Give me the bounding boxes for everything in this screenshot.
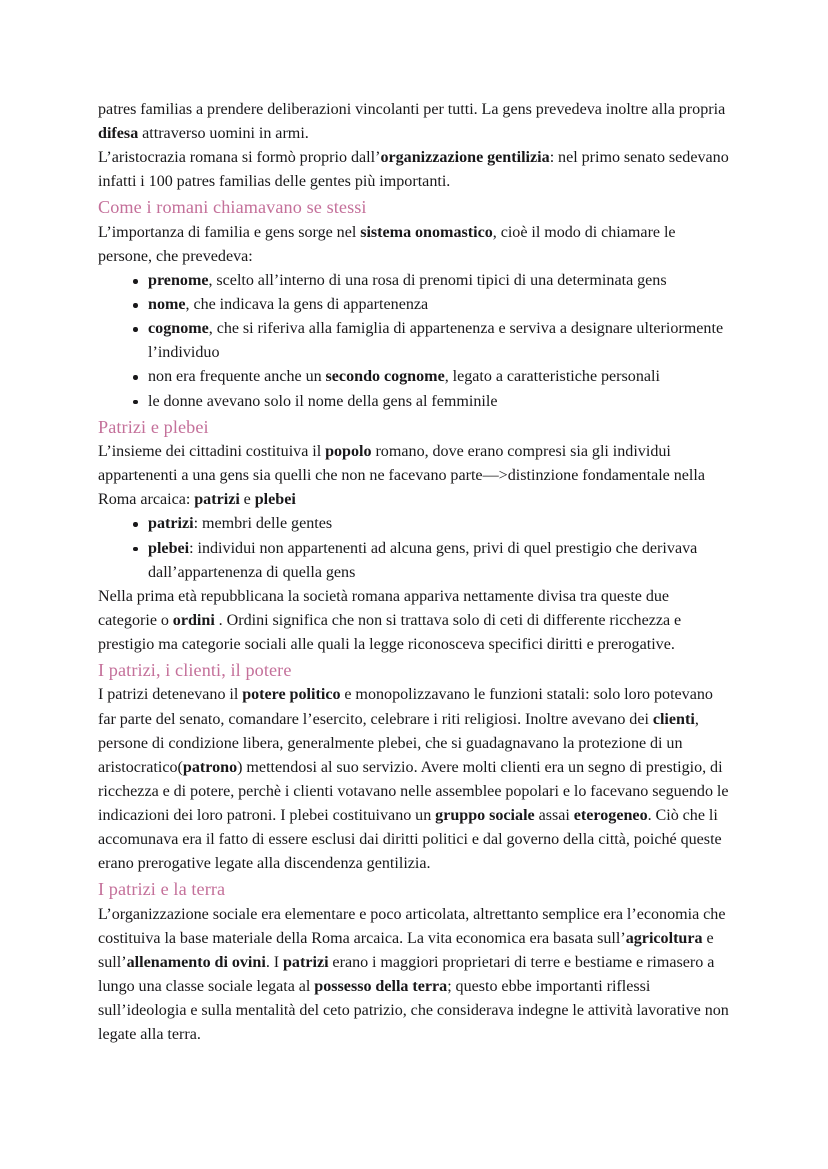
body-text: . Ordini significa che non si trattava solo di ceti di differente ricchezza e prestigio ma categorie sociali alle quali la legge riconosceva specifici diritti e prerogative.	[98, 611, 682, 653]
emphasis-text: plebei	[254, 491, 296, 509]
emphasis-text: popolo	[325, 443, 372, 461]
emphasis-text: secondo cognome	[325, 368, 445, 386]
emphasis-text: patrizi	[282, 953, 329, 971]
emphasis-text: clienti	[652, 710, 695, 728]
body-text: ) mettendosi al suo servizio. Avere molti clienti era un segno di prestigio, di ricchezza e di potere, perchè i clienti votavano nelle assemblee popolari e lo facevano seguendo le indicazioni dei loro patroni. I plebei costituivano un	[98, 758, 729, 824]
paragraph-potere-politico-clienti	[98, 683, 730, 876]
body-text: : membri delle gentes	[193, 515, 333, 533]
emphasis-text: plebei	[148, 539, 190, 557]
body-text: . I	[265, 953, 283, 971]
emphasis-text: eterogeneo	[573, 806, 648, 824]
body-text: ; questo ebbe importanti riflessi sull’ideologia e sulla mentalità del ceto patrizio, che considerava indegne le attività lavorative non legate alla terra.	[98, 978, 729, 1044]
emphasis-text: cognome	[148, 320, 209, 338]
emphasis-text: gruppo sociale	[435, 806, 535, 824]
body-text: attraverso uomini in armi.	[138, 125, 309, 143]
document-text-column	[98, 98, 730, 1047]
heading-i-patrizi-e-la-terra: I patrizi e la terra	[98, 879, 226, 900]
list-item-cognome	[98, 317, 730, 365]
body-text: I patrizi detenevano il	[98, 686, 243, 704]
emphasis-text: sistema onomastico	[360, 223, 493, 241]
body-text: , persone di condizione libera, generalmente plebei, che si guadagnavano la protezione di un aristocratico(	[98, 710, 699, 776]
list-item-nome	[98, 293, 730, 317]
emphasis-text: ordini	[172, 611, 215, 629]
paragraph-gens-deliberazioni	[98, 98, 730, 146]
paragraph-ordini	[98, 585, 730, 657]
body-text: . Ciò che li accomunava era il fatto di essere esclusi dai diritti politici e dal governo della città, poiché queste erano prerogative legate alla discendenza gentilizia.	[98, 806, 722, 873]
body-text: , che indicava la gens di appartenenza	[185, 296, 429, 314]
list-sistema-onomastico	[98, 269, 730, 414]
body-text: L’importanza di familia e gens sorge nel	[98, 223, 361, 241]
paragraph-popolo-romano	[98, 440, 730, 512]
heading-patrizi-e-plebei: Patrizi e plebei	[98, 416, 209, 437]
body-text: : individui non appartenenti ad alcuna gens, privi di quel prestigio che derivava dall’appartenenza di quella gens	[148, 539, 698, 581]
heading-come-i-romani-chiamavano-se-stessi: Come i romani chiamavano se stessi	[98, 197, 367, 218]
list-item-secondo-cognome	[98, 365, 730, 389]
emphasis-text: possesso della terra	[314, 978, 448, 995]
paragraph-organizzazione-sociale-terra	[98, 903, 730, 1048]
body-text: romano, dove erano compresi sia gli individui appartenenti a una gens sia quelli che non ne facevano parte—>distinzione fondamentale nella Roma arcaica:	[98, 443, 705, 509]
emphasis-text: allenamento di ovini	[126, 953, 266, 971]
body-text: , che si riferiva alla famiglia di appartenenza e serviva a designare ulteriormente l’individuo	[148, 320, 724, 362]
emphasis-text: patrono	[182, 758, 238, 776]
emphasis-text: nome	[148, 296, 186, 314]
body-text: L’aristocrazia romana si formò proprio dall’	[98, 149, 381, 167]
list-patrizi-plebei	[98, 512, 730, 584]
emphasis-text: organizzazione gentilizia	[380, 149, 550, 167]
paragraph-aristocrazia-romana	[98, 146, 730, 194]
emphasis-text: prenome	[148, 272, 209, 290]
body-text: , scelto all’interno di una rosa di prenomi tipici di una determinata gens	[208, 272, 667, 290]
body-text: le donne avevano solo il nome della gens al femminile	[148, 392, 498, 410]
body-text: Nella prima età repubblicana la società romana appariva nettamente divisa tra queste due categorie o	[98, 587, 670, 629]
body-text: e sull’	[98, 929, 714, 971]
list-item-plebei	[98, 537, 730, 585]
body-text: assai	[534, 806, 574, 824]
emphasis-text: potere politico	[242, 686, 341, 704]
body-text: , legato a caratteristiche personali	[444, 368, 660, 386]
body-text: patres familias a prendere deliberazioni vincolanti per tutti. La gens prevedeva inoltre alla propria	[98, 101, 726, 118]
body-text: erano i maggiori proprietari di terre e bestiame e rimasero a lungo una classe sociale legata al	[98, 953, 715, 995]
emphasis-text: agricoltura	[625, 929, 703, 947]
list-item-patrizi	[98, 512, 730, 536]
list-item-prenome	[98, 269, 730, 293]
emphasis-text: patrizi	[148, 515, 194, 533]
emphasis-text: difesa	[98, 125, 139, 143]
body-text: non era frequente anche un	[148, 368, 326, 386]
emphasis-text: patrizi	[194, 491, 240, 509]
body-text: e monopolizzavano le funzioni statali: solo loro potevano far parte del senato, comandare l’esercito, celebrare i riti religiosi. Inoltre avevano dei	[98, 686, 713, 728]
body-text: , cioè il modo di chiamare le persone, che prevedeva:	[98, 223, 676, 265]
paragraph-sistema-onomastico	[98, 221, 730, 269]
heading-i-patrizi-i-clienti-il-potere: I patrizi, i clienti, il potere	[98, 659, 292, 680]
body-text: L’organizzazione sociale era elementare e poco articolata, altrettanto semplice era l’economia che costituiva la base materiale della Roma arcaica. La vita economica era basata sull’	[98, 905, 726, 947]
body-text: e	[239, 491, 255, 509]
list-item-donne-nome-gens	[98, 390, 730, 414]
body-text: L’insieme dei cittadini costituiva il	[98, 443, 326, 461]
body-text: : nel primo senato sedevano infatti i 100 patres familias delle gentes più importanti.	[98, 149, 729, 191]
